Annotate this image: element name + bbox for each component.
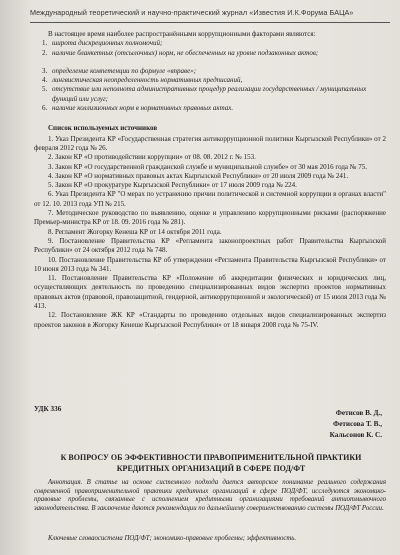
author-name: Кальсонов К. С.	[329, 431, 382, 439]
author-list	[330, 408, 382, 441]
list-item: 1. широта дискреционных полномочий;	[42, 39, 163, 48]
author-name: Фетисов В. Д.,	[335, 409, 382, 417]
source-item: 11. Постановление Правительства КР «Положение об аккредитации физических и юридических лиц, осуществляющих деятельность по проведению специализированных видов экспертиз проектов нормативных правовых актов (правовой, правозащитной, гендерной, антикоррупционной и экологической) от 15 июля 2013 года № 413.	[34, 274, 386, 311]
source-item: 7. Методическое руководство по выявлению, оценке и управлению коррупционными рисками (распоряжение Премьер-министра КР от 18. 09. 2016 года № 281).	[34, 209, 386, 227]
source-item: 8. Регламент Жогорку Кенеша КР от 14 октября 2011 года.	[48, 227, 222, 236]
source-item: 9. Постановление Правительства КР «Регламента законопроектных работ Правительства Кыргызской Республики» от 24 октября 2012 года № 748.	[34, 236, 386, 255]
source-item: 10. Постановление Правительства КР об утверждении «Регламента Правительства Кыргызской Республики» от 10 июня 2013 года № 341.	[34, 255, 386, 273]
intro-paragraph: В настоящее время наиболее распространёнными коррупционными факторами являются:	[48, 30, 316, 38]
source-item: 6. Указ Президента КР "О мерах по устранению причин политической и системной коррупции в органах власти" от 12. 10. 2013 года УП № 215.	[34, 190, 386, 208]
header-rule	[30, 22, 390, 23]
list-item: 3. определение компетенции по формуле «вправе»;	[42, 66, 197, 75]
source-item: 2. Закон КР «О противодействии коррупции» от 08. 08. 2012 г. № 153.	[48, 153, 256, 162]
source-item: 4. Закон КР «О нормативных правовых актах Кыргызской Республики» от 20 июля 2009 года № 241.	[48, 171, 349, 180]
source-item: 3. Закон КР «О государственной гражданской службе и муниципальной службе» от 30 мая 2016 года № 75.	[48, 162, 367, 171]
source-item: 12. Постановление ЖК КР «Стандарты по проведению отдельных видов специализированных экспертиз проектов законов в Жогорку Кенеше Кыргызской Республики» от 18 января 2008 года № 75-IV.	[34, 311, 386, 329]
abstract: Аннотация. В статье на основе системного подхода дается авторское понимание реального содержания современной правоприменительной практики кредитных организаций в сфере ПОД/ФТ, исследуются экономико-правовые проблемы, связанные с исполнением кредитными организациями требований антиотмывочного законодательства. В заключение даются рекомендации по дальнейшему совершенствованию системы ПОД/ФТ России.	[34, 479, 386, 513]
list-item: 4. лингвистическая неопределенность нормативных предписаний,	[42, 76, 243, 85]
journal-header: Международный теоретический и научно-практический журнал «Известия И.К.Форума БАЦА»	[30, 8, 354, 17]
source-item: 1. Указ Президента КР «Государственная стратегия антикоррупционной политики Кыргызской Республики» от 2 февраля 2012 года № 26.	[34, 134, 386, 152]
list-item: 2. наличие бланкетных (отсылочных) норм, не обеспеченных на уровне подзаконных актов;	[42, 48, 319, 57]
author-name: Фетисова Т. В.,	[333, 420, 382, 428]
sources-heading: Список используемых источников	[48, 124, 158, 133]
list-item: 6. наличие коллизионных норм в нормативных правовых актах.	[42, 104, 234, 113]
body-column	[34, 30, 386, 330]
source-item: 5. Закон КР «О прокуратуре Кыргызской Республики» от 17 июля 2009 года № 224.	[48, 181, 297, 190]
article-title: К ВОПРОСУ ОБ ЭФФЕКТИВНОСТИ ПРАВОПРИМЕНИТЕЛЬНОЙ ПРАКТИКИ КРЕДИТНЫХ ОРГАНИЗАЦИЙ В СФЕРЕ ПОД/ФТ	[60, 453, 362, 473]
list-item: 5. отсутствие или неполнота административных процедур реализации государственных / муниципальных функций или услуг;	[42, 85, 367, 103]
keywords: Ключевые словаосистема ПОД/ФТ; экономико-правовые проблемы; эффективность.	[48, 535, 297, 542]
udk-code: УДК 336	[34, 405, 62, 413]
